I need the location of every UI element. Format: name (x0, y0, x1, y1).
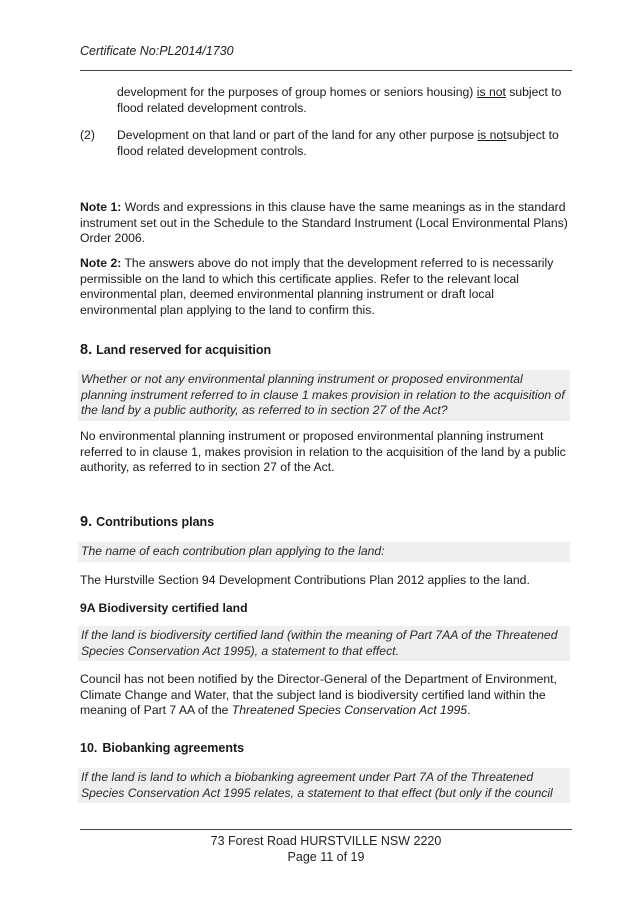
header-rule (80, 70, 572, 71)
act-name-italic: Threatened Species Conservation Act 1995 (231, 703, 468, 718)
section-8-title: Land reserved for acquisition (96, 343, 272, 357)
section-9-number: 9. (80, 514, 93, 530)
section-8-question: Whether or not any environmental planning instrument or proposed environmental planning instrument referred to in clause 1 makes provision in relation to the acquisition of the land by a public authority, as referred to in section 27 of the Act? (78, 370, 570, 421)
section-10-question: If the land is land to which a biobanking agreement under Part 7A of the Threatened Species Conservation Act 1995 relates, a statement to that effect (but only if the council (78, 768, 570, 803)
note-1-label: Note 1: (80, 200, 122, 214)
is-not-underlined: is not (477, 128, 507, 142)
section-9a-answer-end: . (467, 703, 471, 718)
section-8-answer: No environmental planning instrument or proposed environmental planning instrument referred to in clause 1, makes provision in relation to the acquisition of the land by a public authority, as referred to in section 27 of the Act. (80, 429, 566, 475)
clause-item-2 (117, 128, 567, 159)
footer-rule (80, 829, 572, 830)
item-2-text: Development on that land or part of the land for any other purpose (117, 128, 478, 142)
is-not-underlined: is not (476, 85, 506, 99)
item-number: (2) (80, 128, 95, 142)
clause-continuation (117, 85, 567, 116)
item-2-end: subject to flood related development controls. (117, 128, 559, 158)
section-9-title: Contributions plans (96, 515, 215, 529)
section-9a-question: If the land is biodiversity certified land (within the meaning of Part 7AA of the Threatened Species Conservation Act 1995), a statement to that effect. (78, 626, 570, 661)
note-2 (80, 256, 572, 318)
section-9-answer: The Hurstville Section 94 Development Contributions Plan 2012 applies to the land. (80, 573, 530, 587)
page-number: Page 11 of 19 (287, 850, 365, 864)
clause-continuation-text: development for the purposes of group homes or seniors housing) (117, 85, 477, 99)
section-10-heading (80, 741, 244, 757)
section-10-number: 10. (80, 741, 98, 755)
clause-continuation-end: subject to flood related development controls. (117, 85, 562, 115)
section-9-question: The name of each contribution plan applying to the land: (78, 542, 570, 562)
section-9a-heading: 9A Biodiversity certified land (80, 601, 248, 615)
section-8-heading (80, 343, 271, 359)
footer-address: 73 Forest Road HURSTVILLE NSW 2220 (210, 834, 442, 848)
note-2-text: The answers above do not imply that the development referred to is necessarily permissible on the land to which this certificate applies. Refer to the relevant local environmental plan, deemed environmental planning instrument or draft local environmental plan applying to the land to confirm this. (80, 256, 554, 317)
note-1 (80, 200, 572, 247)
section-10-title: Biobanking agreements (102, 741, 245, 755)
section-9a-answer (80, 672, 572, 719)
note-2-label: Note 2: (80, 256, 122, 270)
section-9-heading (80, 515, 214, 531)
section-8-number: 8. (80, 342, 93, 358)
note-1-text: Words and expressions in this clause have the same meanings as in the standard instrument set out in the Schedule to the Standard Instrument (Local Environmental Plans) Order 2006. (80, 200, 568, 246)
certificate-number: Certificate No:PL2014/1730 (80, 44, 234, 58)
section-9a-answer-text: Council has not been notified by the Director-General of the Department of Environment, Climate Change and Water, that the subject land is biodiversity certified land within the meaning of Part 7 AA of the (80, 672, 557, 718)
